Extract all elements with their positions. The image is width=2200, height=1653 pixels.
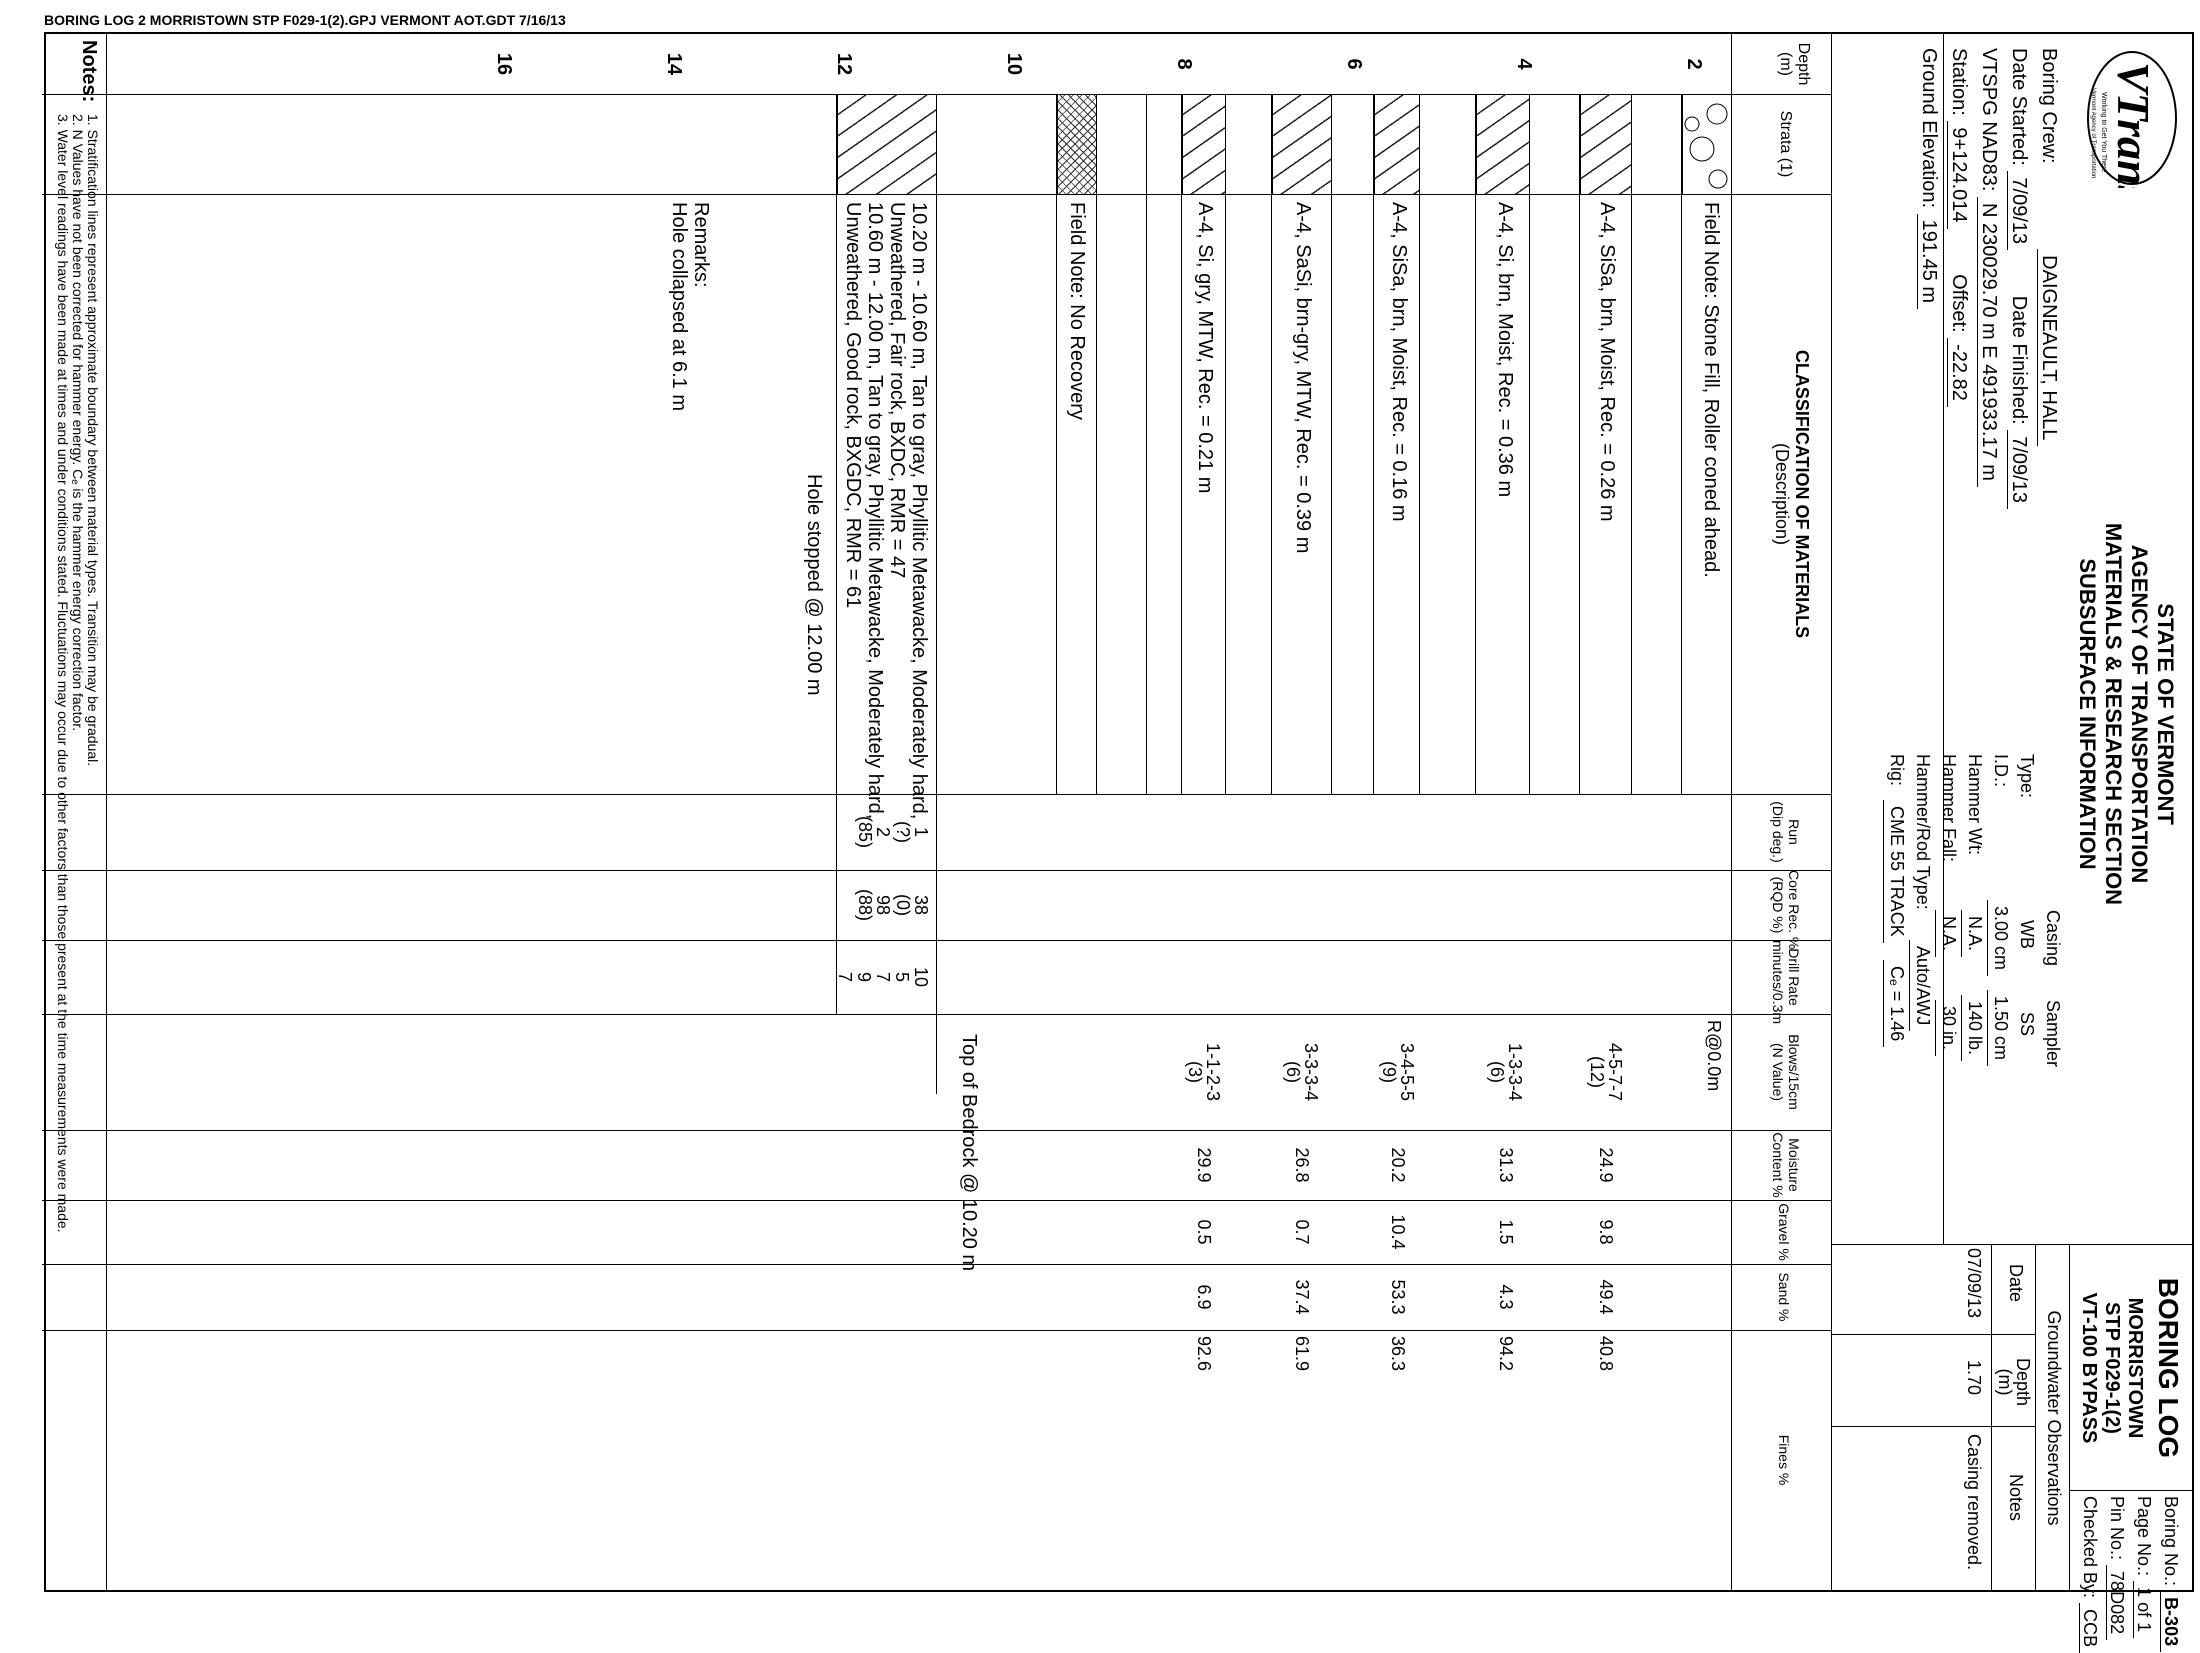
- title-line-2: STP F029-1(2): [2101, 1302, 2123, 1434]
- col-core-right: [42, 940, 1832, 941]
- logo-sub: Vermont Agency of Transportation: [2090, 88, 2096, 179]
- core-1: [894, 870, 930, 940]
- strata-sisa-1: [1580, 94, 1632, 194]
- equipment-block: [1836, 750, 2066, 1240]
- sample-1-sand: 49.4: [1596, 1279, 1616, 1315]
- energy-factor: Cₑ = 1.46: [1883, 960, 1910, 1047]
- desc-sasi: A-4, SaSi, brn-gry, MTW, Rec. = 0.39 m: [1292, 202, 1314, 554]
- sample-0-blows: R@0.0m: [1704, 1020, 1724, 1092]
- sample-4-sand: 37.4: [1292, 1279, 1312, 1315]
- desc-sisa-1: A-4, SiSa, brn, Moist, Rec. = 0.26 m: [1596, 202, 1618, 522]
- logo-text: VTrans: [2108, 62, 2159, 188]
- sample-1-blow-counts: 4-5-7-7: [1605, 1042, 1625, 1102]
- gw-v1: [1832, 1334, 2036, 1335]
- desc-bedrock-2: Unweathered, Fair rock, BXDC, RMR = 47: [886, 202, 908, 579]
- row-line-4: [1529, 94, 1530, 794]
- notes-label: Notes:: [78, 40, 100, 103]
- title-line-3: VT-100 BYPASS: [2078, 1292, 2100, 1444]
- depth-tick-4: 4: [1513, 58, 1535, 70]
- vtrans-logo-graphic: [2082, 48, 2182, 188]
- title-line-1: MORRISTOWN: [2124, 1297, 2146, 1439]
- sample-2-n: (6): [1487, 1061, 1507, 1083]
- sample-1-n: (12): [1587, 1055, 1607, 1088]
- drill-rates: [835, 940, 930, 1014]
- sample-1-fines: 40.8: [1596, 1336, 1616, 1372]
- type-casing: WB: [2017, 920, 2037, 949]
- page-no-value: 1 of 1: [2133, 1581, 2154, 1638]
- project-details: [1914, 48, 2064, 509]
- sample-3-gravel: 10.4: [1388, 1214, 1408, 1250]
- row-line-8: [1331, 94, 1332, 794]
- strata-stone-fill: [1682, 94, 1732, 194]
- header-bottom-line: [1831, 34, 1832, 1590]
- note-1: 1. Stratification lines represent approximate boundary between material types. Transition may be gradual.: [85, 114, 101, 767]
- row-line-bottom: [836, 94, 837, 1014]
- hdr-blows-sub: (N Value): [1770, 1042, 1786, 1102]
- hammer-wt-casing: N.A.: [1961, 910, 1988, 957]
- hammer-rod-label: Hammer/Rod Type:: [1913, 754, 1933, 910]
- col-strata-right: [42, 194, 1832, 195]
- strata-si-2: [1182, 94, 1226, 194]
- boring-info: [2076, 1496, 2184, 1653]
- sample-2-blow-counts: 1-3-3-4: [1505, 1042, 1525, 1102]
- type-sampler: SS: [2017, 1012, 2037, 1037]
- date-started-label: Date Started:: [2008, 48, 2030, 166]
- hammer-fall-sampler: 30 in.: [1935, 1000, 1962, 1056]
- core-2-rqd: (88): [855, 888, 875, 921]
- hdr-run-label: Run: [1786, 819, 1802, 845]
- remarks-label: Remarks:: [690, 202, 712, 288]
- rig-value: CME 55 TRACK: [1883, 800, 1910, 943]
- agency-line-2: AGENCY OF TRANSPORTATION: [2127, 544, 2152, 884]
- date-finished-value: 7/09/13: [2007, 430, 2030, 509]
- row-line-2: [1631, 94, 1632, 794]
- gw-depth: 1.70: [1964, 1360, 1984, 1396]
- remarks-text: Hole collapsed at 6.1 m: [668, 202, 690, 412]
- sample-2-moisture: 31.3: [1496, 1147, 1516, 1183]
- sample-3-blow-counts: 3-4-5-5: [1397, 1042, 1417, 1102]
- row-line-5: [1475, 94, 1476, 794]
- note-3: 3. Water level readings have been made at times and under conditions stated. Fluctuations may occur due to other factors than those present at the time measurements were made.: [55, 114, 71, 1233]
- casing-header: Casing: [2043, 910, 2063, 967]
- offset-value: -22.82: [1947, 338, 1970, 407]
- crew-label: Boring Crew:: [2038, 48, 2060, 164]
- depth-tick-12: 12: [833, 52, 855, 76]
- hdr-core-sub: (RQD %): [1770, 876, 1786, 934]
- date-finished-label: Date Finished:: [2008, 295, 2030, 425]
- run-2-no: 2: [873, 826, 893, 837]
- header-divider-v2: [2070, 1490, 2192, 1491]
- hammer-wt-label: Hammer Wt:: [1965, 754, 1985, 855]
- depth-tick-16: 16: [493, 52, 515, 76]
- row-line-14: [1056, 94, 1057, 794]
- hdr-moisture: [1770, 1130, 1802, 1200]
- hdr-drill: [1770, 940, 1802, 1025]
- hdr-moisture-label: Moisture: [1786, 1138, 1802, 1192]
- ground-elevation-label: Ground Elevation:: [1918, 48, 1940, 209]
- gw-col-notes: Notes: [2006, 1474, 2026, 1522]
- gw-notes: Casing removed.: [1964, 1434, 1984, 1571]
- depth-tick-10: 10: [1003, 52, 1025, 76]
- id-label: I.D.:: [1991, 754, 2011, 788]
- hdr-strata: Strata (1): [1777, 110, 1794, 178]
- depth-tick-2: 2: [1683, 58, 1705, 70]
- note-2: 2. N Values have not been corrected for hammer energy. Cₑ is the hammer energy correction factor.: [70, 114, 86, 732]
- agency-line-1: STATE OF VERMONT: [2153, 603, 2178, 825]
- boring-log-rotated: [44, 32, 2194, 1648]
- run-2-dip: (85): [855, 815, 875, 848]
- col-blows-right: [42, 1130, 1832, 1131]
- run-1-dip: (?): [893, 821, 913, 843]
- hdr-drill-sub: minutes/0.3m: [1770, 940, 1786, 1025]
- station-value: 9+124.014: [1947, 121, 1970, 228]
- strata-no-recovery: [1057, 94, 1097, 194]
- hammer-fall-label: Hammer Fall:: [1939, 754, 1959, 863]
- depth-tick-6: 6: [1343, 58, 1365, 70]
- hdr-class-label: CLASSIFICATION OF MATERIALS: [1792, 349, 1812, 639]
- sample-1-blows: [1588, 1014, 1624, 1130]
- strata-sisa-2: [1374, 94, 1420, 194]
- hdr-run: [1770, 794, 1802, 870]
- sample-2-blows: [1488, 1014, 1524, 1130]
- vtrans-logo: [2082, 48, 2182, 188]
- sample-5-blow-counts: 1-1-2-3: [1203, 1042, 1223, 1102]
- hdr-core-label: Core Rec. %: [1786, 870, 1802, 950]
- top-of-bedrock: Top of Bedrock @ 10.20 m: [958, 1034, 980, 1272]
- header-divider-h1: [2069, 1244, 2070, 1590]
- col-gravel-right: [42, 1264, 1832, 1265]
- gw-col-date: Date: [2006, 1264, 2026, 1303]
- run-1-no: 1: [911, 826, 931, 837]
- title-heading: BORING LOG: [2153, 1277, 2184, 1459]
- desc-no-recovery: Field Note: No Recovery: [1066, 202, 1088, 420]
- sample-3-n: (9): [1379, 1061, 1399, 1083]
- core-1-rqd: (0): [893, 894, 913, 916]
- desc-bedrock-1: 10.20 m - 10.60 m, Tan to gray, Phyllitic Metawacke, Moderately hard,: [908, 202, 930, 820]
- depth-tick-8: 8: [1173, 58, 1195, 70]
- hammer-fall-casing: N.A.: [1935, 910, 1962, 957]
- col-sand-right: [42, 1330, 1832, 1331]
- sample-4-gravel: 0.7: [1292, 1219, 1312, 1245]
- row-line-3: [1579, 94, 1580, 794]
- sample-4-n: (6): [1283, 1061, 1303, 1083]
- drill-rate-5: 7: [835, 971, 855, 982]
- gw-title-line: [2035, 1244, 2036, 1590]
- sample-5-sand: 6.9: [1194, 1284, 1214, 1310]
- crew-value: DAIGNEAULT, HALL: [2037, 249, 2060, 446]
- desc-bedrock-3: 10.60 m - 12.00 m, Tan to gray, Phyllitic Metawacke, Moderately hard,: [864, 202, 886, 820]
- hdr-moisture-sub: Content %: [1770, 1132, 1786, 1198]
- boring-log-sheet: [44, 32, 2194, 1648]
- desc-bedrock-4: Unweathered, Good rock, BXGDC, RMR = 61: [842, 202, 864, 609]
- hdr-sand: Sand %: [1776, 1272, 1792, 1322]
- sample-2-fines: 94.2: [1496, 1336, 1516, 1372]
- gw-col-depth-label: Depth: [2013, 1357, 2033, 1407]
- sample-3-blows: [1380, 1014, 1416, 1130]
- drill-rate-2: 5: [892, 971, 912, 982]
- hdr-blows-label: Blows/15cm: [1786, 1034, 1802, 1110]
- hdr-drill-label: Drill Rate: [1786, 948, 1802, 1006]
- sampler-header: Sampler: [2043, 1000, 2063, 1068]
- sample-5-n: (3): [1185, 1061, 1205, 1083]
- core-2: [856, 870, 892, 940]
- hdr-depth: [1776, 34, 1812, 94]
- id-sampler: 1.50 cm: [1987, 990, 2014, 1066]
- pin-no-value: 78D082: [2106, 1565, 2127, 1640]
- row-line-bedrock: [936, 94, 937, 1094]
- hdr-run-sub: (Dip deg.): [1770, 801, 1786, 863]
- sample-4-fines: 61.9: [1292, 1336, 1312, 1372]
- run-1: [894, 794, 930, 870]
- desc-stone-fill: Field Note: Stone Fill, Roller coned ahead.: [1700, 202, 1722, 578]
- desc-si-2: A-4, Si, gry, MTW, Rec. = 0.21 m: [1194, 202, 1216, 494]
- sample-5-fines: 92.6: [1194, 1336, 1214, 1372]
- col-class-right: [42, 794, 1832, 795]
- date-started-value: 7/09/13: [2007, 171, 2030, 250]
- agency-line-4: SUBSURFACE INFORMATION: [2075, 558, 2100, 870]
- strata-bedrock: [837, 94, 937, 194]
- sample-3-fines: 36.3: [1388, 1336, 1408, 1372]
- row-line-11: [1181, 94, 1182, 794]
- sample-5-moisture: 29.9: [1194, 1147, 1214, 1183]
- hole-stopped: Hole stopped @ 12.00 m: [803, 474, 825, 696]
- remarks: [668, 202, 712, 411]
- boring-no-value: B-303: [2160, 1591, 2181, 1652]
- row-line-1: [1681, 94, 1682, 794]
- agency-line-3: MATERIALS & RESEARCH SECTION: [2101, 522, 2126, 906]
- boring-no-label: Boring No.:: [2161, 1496, 2181, 1587]
- drill-rate-3: 7: [873, 971, 893, 982]
- sample-2-sand: 4.3: [1496, 1284, 1516, 1310]
- drill-rate-1: 10: [911, 966, 931, 988]
- hdr-depth-label: Depth: [1795, 42, 1812, 86]
- station-label: Station:: [1948, 48, 1970, 116]
- offset-label: Offset:: [1948, 274, 1970, 333]
- id-casing: 3.00 cm: [1987, 900, 2014, 976]
- ground-elevation-value: 191.45 m: [1917, 214, 1940, 309]
- notes-text: [55, 114, 100, 1233]
- core-1-rec: 38: [911, 894, 931, 916]
- col-depth-right: [42, 94, 1832, 95]
- drill-rate-4: 9: [854, 971, 874, 982]
- desc-si-1: A-4, Si, brn, Moist, Rec. = 0.36 m: [1494, 202, 1516, 498]
- checked-by-value: CCB: [2079, 1603, 2100, 1653]
- row-line-10: [1225, 94, 1226, 794]
- sample-4-blows: [1284, 1014, 1320, 1130]
- title-block: [2077, 1246, 2184, 1490]
- strata-si-1: [1476, 94, 1530, 194]
- row-line-12: [1146, 94, 1147, 794]
- file-header: BORING LOG 2 MORRISTOWN STP F029-1(2).GPJ VERMONT AOT.GDT 7/16/13: [44, 12, 566, 28]
- hdr-fines: Fines %: [1776, 1434, 1792, 1486]
- rig-label: Rig:: [1887, 754, 1907, 787]
- page-no-label: Page No.:: [2134, 1496, 2154, 1577]
- nad-label: VTSPG NAD83:: [1978, 48, 2000, 192]
- row-line-6: [1419, 94, 1420, 794]
- checked-by-label: Checked By:: [2080, 1496, 2100, 1599]
- core-2-rec: 98: [873, 894, 893, 916]
- sample-4-blow-counts: 3-3-3-4: [1301, 1042, 1321, 1102]
- sample-5-blows: [1186, 1014, 1222, 1130]
- col-drill-right: [42, 1014, 1832, 1015]
- type-label: Type:: [2017, 754, 2037, 799]
- hammer-rod-value: Auto/AWJ: [1909, 940, 1936, 1031]
- run-2: [856, 794, 892, 870]
- desc-sisa-2: A-4, SiSa, brn, Moist, Rec. = 0.16 m: [1388, 202, 1410, 522]
- col-run-right: [42, 870, 1832, 871]
- gw-header-line: [1991, 1244, 1992, 1590]
- sample-1-moisture: 24.9: [1596, 1147, 1616, 1183]
- gw-title: Groundwater Observations: [2044, 1310, 2064, 1526]
- sample-2-gravel: 1.5: [1496, 1219, 1516, 1245]
- hdr-blows: [1770, 1014, 1802, 1130]
- pin-no-label: Pin No.:: [2107, 1496, 2127, 1561]
- table-header-line: [1731, 34, 1732, 1590]
- gw-date: 07/09/13: [1964, 1248, 1984, 1319]
- desc-bedrock: [842, 202, 930, 819]
- strata-sasi: [1272, 94, 1332, 194]
- sample-3-moisture: 20.2: [1388, 1147, 1408, 1183]
- gw-col-depth: [1996, 1352, 2032, 1412]
- col-moist-right: [42, 1200, 1832, 1201]
- depth-tick-14: 14: [663, 52, 685, 76]
- notes-top-line: [106, 34, 107, 1590]
- hdr-class-sub: (Description): [1772, 442, 1792, 546]
- gw-col-depth-unit: (m): [1995, 1368, 2015, 1396]
- hdr-classification: [1772, 194, 1812, 794]
- agency-block: [2074, 194, 2178, 1234]
- gw-v2: [1832, 1426, 2036, 1427]
- hdr-gravel: Gravel %: [1776, 1203, 1792, 1261]
- logo-tagline: Working to Get You There: [2100, 92, 2107, 173]
- hdr-core: [1770, 870, 1802, 950]
- sample-4-moisture: 26.8: [1292, 1147, 1312, 1183]
- row-line-9: [1271, 94, 1272, 794]
- nad-value: N 230029.70 m E 491933.17 m: [1977, 197, 2000, 487]
- sample-1-gravel: 9.8: [1596, 1219, 1616, 1245]
- sample-5-gravel: 0.5: [1194, 1219, 1214, 1245]
- row-line-13: [1096, 94, 1097, 794]
- hdr-depth-unit: (m): [1777, 52, 1794, 76]
- row-line-7: [1373, 94, 1374, 794]
- sample-3-sand: 53.3: [1388, 1279, 1408, 1315]
- hammer-wt-sampler: 140 lb.: [1961, 995, 1988, 1061]
